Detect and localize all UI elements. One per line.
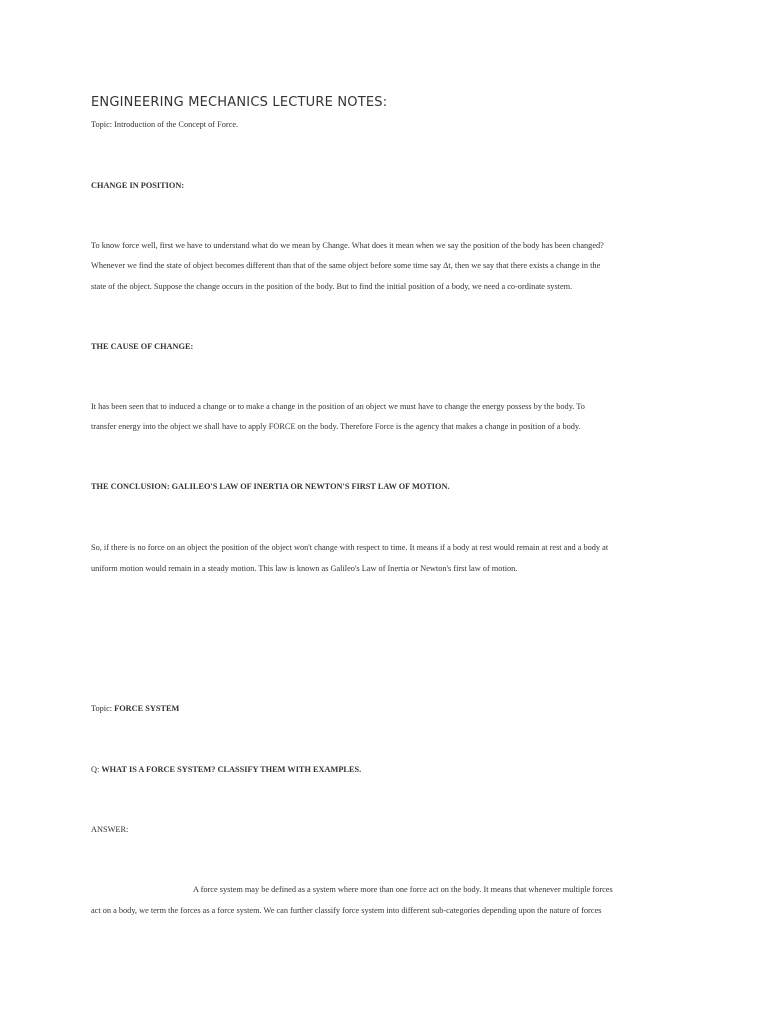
question-text: WHAT IS A FORCE SYSTEM? CLASSIFY THEM WITH EXAMPLES. (101, 765, 362, 774)
paragraph-line: state of the object. Suppose the change occurs in the position of the body. But to find the initial position of a body, we need a co-ordinate system. (91, 282, 573, 291)
section-heading-cause-of-change: THE CAUSE OF CHANGE: (91, 342, 194, 351)
paragraph-line: To know force well, first we have to understand what do we mean by Change. What does it mean when we say the position of the body has been changed? (91, 241, 604, 250)
topic-value: FORCE SYSTEM (114, 704, 180, 713)
answer-paragraph-line: act on a body, we term the forces as a force system. We can further classify force system into different sub-categories depending upon the nature of forces (91, 906, 602, 915)
section-heading-change-in-position: CHANGE IN POSITION: (91, 181, 185, 190)
paragraph-line: transfer energy into the object we shall have to apply FORCE on the body. Therefore Force is the agency that makes a change in position of a body. (91, 422, 581, 431)
paragraph-line: Whenever we find the state of object becomes different than that of the same object before some time say Δt, then we say that there exists a change in the (91, 261, 601, 270)
answer-paragraph-line: A force system may be defined as a system where more than one force act on the body. It means that whenever multiple forces (193, 885, 613, 894)
question-prefix: Q: (91, 765, 102, 774)
document-title: ENGINEERING MECHANICS LECTURE NOTES: (91, 95, 388, 110)
topic-force-system-line (91, 704, 179, 713)
paragraph-line: So, if there is no force on an object the position of the object won't change with respect to time. It means if a body at rest would remain at rest and a body at (91, 543, 609, 552)
topic-line: Topic: Introduction of the Concept of Force. (91, 120, 239, 129)
section-heading-conclusion: THE CONCLUSION: GALILEO'S LAW OF INERTIA OR NEWTON'S FIRST LAW OF MOTION. (91, 482, 450, 491)
paragraph-line: It has been seen that to induced a change or to make a change in the position of an object we must have to change the energy possess by the body. To (91, 402, 585, 411)
answer-label: ANSWER: (91, 825, 129, 834)
paragraph-line: uniform motion would remain in a steady motion. This law is known as Galileo's Law of Inertia or Newton's first law of motion. (91, 564, 518, 573)
question-line (91, 765, 361, 774)
topic-prefix: Topic: (91, 704, 115, 713)
